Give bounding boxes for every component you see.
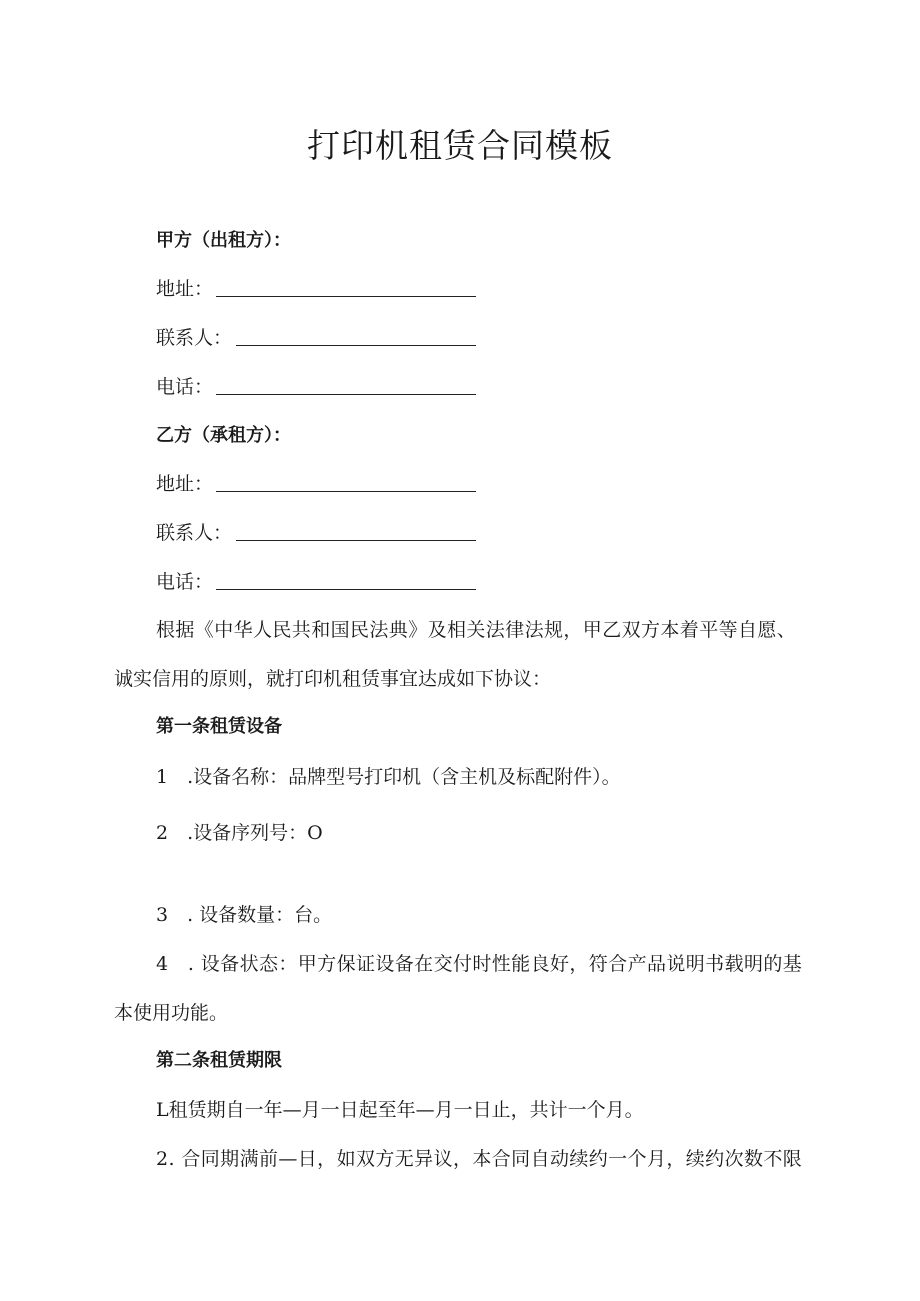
article-2-heading: 第二条租赁期限 — [156, 1050, 282, 1071]
party-a-address-blank[interactable] — [216, 296, 476, 297]
party-b-heading: 乙方（承租方）： — [156, 425, 291, 446]
party-a-contact-label: 联系人： — [156, 327, 233, 349]
article-1-item-3: 3 . 设备数量：台。 — [156, 904, 333, 926]
party-b-phone-row — [156, 569, 486, 595]
party-a-address-row — [156, 276, 486, 302]
preamble-line-2: 诚实信用的原则，就打印机租赁事宜达成如下协议： — [114, 668, 552, 690]
article-1-item-1: 1 .设备名称：品牌型号打印机（含主机及标配附件）。 — [156, 766, 621, 788]
party-a-contact-blank[interactable] — [236, 345, 476, 346]
article-1-item-4-line-2: 本使用功能。 — [114, 1002, 229, 1024]
article-1-item-4-line-1: 4 . 设备状态：甲方保证设备在交付时性能良好，符合产品说明书载明的基 — [156, 953, 803, 975]
party-b-address-blank[interactable] — [216, 491, 476, 492]
party-a-phone-row — [156, 374, 486, 400]
article-1-heading: 第一条租赁设备 — [156, 716, 282, 737]
party-a-contact-row — [156, 325, 486, 351]
party-b-contact-row — [156, 520, 486, 546]
party-b-contact-blank[interactable] — [236, 540, 476, 541]
document-title: 打印机租赁合同模板 — [307, 126, 613, 165]
party-b-address-row — [156, 471, 486, 497]
party-b-contact-label: 联系人： — [156, 522, 233, 544]
party-b-address-label: 地址： — [156, 473, 214, 495]
preamble-line-1: 根据《中华人民共和国民法典》及相关法律法规，甲乙双方本着平等自愿、 — [156, 619, 797, 641]
article-2-item-1: L租赁期自一年—月一日起至年—月一日止，共计一个月。 — [156, 1099, 644, 1121]
article-2-item-2: 2. 合同期满前—日，如双方无异议，本合同自动续约一个月，续约次数不限 — [156, 1148, 803, 1170]
party-a-address-label: 地址： — [156, 278, 214, 300]
party-a-phone-label: 电话： — [156, 376, 214, 398]
party-b-phone-label: 电话： — [156, 571, 214, 593]
party-a-heading: 甲方（出租方）： — [156, 230, 291, 251]
article-1-item-2: 2 .设备序列号：O — [156, 822, 323, 844]
party-b-phone-blank[interactable] — [216, 589, 476, 590]
party-a-phone-blank[interactable] — [216, 394, 476, 395]
